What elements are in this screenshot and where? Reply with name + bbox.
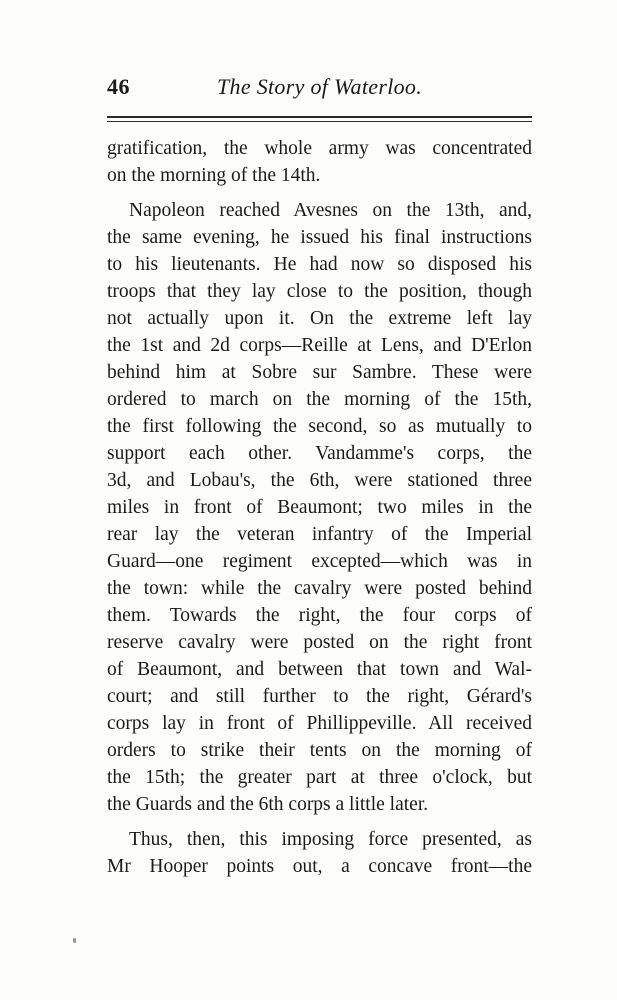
header-rule-thin <box>107 121 532 122</box>
text-line: them. Towards the right, the four corps of <box>107 605 532 626</box>
text-line: not actually upon it. On the extreme left lay <box>107 308 532 329</box>
text-line: behind him at Sobre sur Sambre. These were <box>107 362 532 383</box>
text-line: Mr Hooper points out, a concave front—the <box>107 856 532 877</box>
header-rule-thick <box>107 116 532 118</box>
text-line: the same evening, he issued his final instructions <box>107 227 532 248</box>
text-line: Guard—one regiment excepted—which was in <box>107 551 532 572</box>
text-line: ordered to march on the morning of the 15th, <box>107 389 532 410</box>
text-line: corps lay in front of Phillippeville. All received <box>107 713 532 734</box>
page-number: 46 <box>107 74 130 99</box>
text-line: 3d, and Lobau's, the 6th, were stationed three <box>107 470 532 491</box>
text-line: court; and still further to the right, Gérard's <box>107 686 532 707</box>
text-line: of Beaumont, and between that town and Wal- <box>107 659 532 680</box>
text-line: the town: while the cavalry were posted behind <box>107 578 532 599</box>
text-line: miles in front of Beaumont; two miles in the <box>107 497 532 518</box>
text-line: Napoleon reached Avesnes on the 13th, and, <box>129 200 532 221</box>
text-line: the 1st and 2d corps—Reille at Lens, and D'Erlon <box>107 335 532 356</box>
text-line: on the morning of the 14th. <box>107 165 321 186</box>
text-line: the first following the second, so as mutually to <box>107 416 532 437</box>
text-line: reserve cavalry were posted on the right front <box>107 632 532 653</box>
running-title: The Story of Waterloo. <box>217 74 423 99</box>
text-line: the Guards and the 6th corps a little later. <box>107 794 429 815</box>
paragraph-gap <box>107 189 532 197</box>
paper-speck <box>73 938 76 943</box>
text-line: rear lay the veteran infantry of the Imperial <box>107 524 532 545</box>
text-line: the 15th; the greater part at three o'clock, but <box>107 767 532 788</box>
body-text <box>107 135 532 880</box>
paragraph-gap <box>107 818 532 826</box>
text-line: to his lieutenants. He had now so disposed his <box>107 254 532 275</box>
page-header <box>107 74 532 108</box>
text-line: troops that they lay close to the position, though <box>107 281 532 302</box>
text-line: orders to strike their tents on the morning of <box>107 740 532 761</box>
text-line: gratification, the whole army was concentrated <box>107 138 532 159</box>
text-line: Thus, then, this imposing force presented, as <box>129 829 532 850</box>
text-line: support each other. Vandamme's corps, the <box>107 443 532 464</box>
